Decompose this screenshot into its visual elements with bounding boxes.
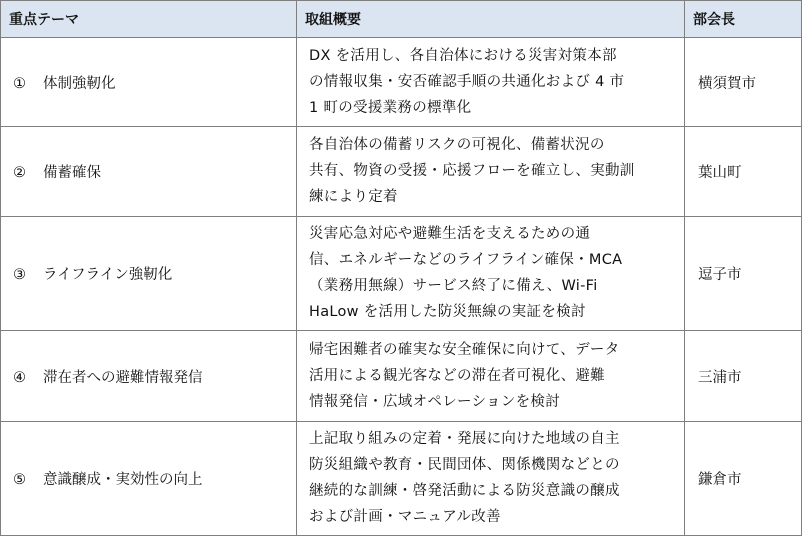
- summary-cell: [297, 331, 685, 422]
- lead-cell: 逗子市: [685, 217, 802, 331]
- lead-cell: 横須賀市: [685, 38, 802, 127]
- summary-line: および計画・マニュアル改善: [309, 509, 501, 525]
- table-row: [1, 331, 802, 422]
- summary-line: 練により定着: [309, 189, 398, 205]
- summary-line: HaLow を活用した防災無線の実証を検討: [309, 304, 586, 320]
- theme-cell: [1, 422, 297, 536]
- summary-line: の情報収集・安否確認手順の共通化および 4 市: [309, 73, 625, 90]
- theme-label: 意識醸成・実効性の向上: [43, 472, 203, 488]
- summary-line: 信、エネルギーなどのライフライン確保・MCA: [309, 252, 623, 268]
- theme-cell: [1, 38, 297, 127]
- summary-cell: [297, 422, 685, 536]
- summary-line: 共有、物資の受援・応援フローを確立し、実動訓: [309, 163, 635, 179]
- table-row: [1, 422, 802, 536]
- summary-line: 各自治体の備蓄リスクの可視化、備蓄状況の: [309, 137, 605, 153]
- summary-line: 1 町の受援業務の標準化: [309, 99, 472, 116]
- summary-line: 継続的な訓練・啓発活動による防災意識の醸成: [309, 483, 620, 499]
- summary-line: 防災組織や教育・民間団体、関係機関などとの: [309, 457, 620, 473]
- theme-number: ③: [13, 267, 26, 283]
- lead-cell: 鎌倉市: [685, 422, 802, 536]
- theme-number: ⑤: [13, 472, 26, 488]
- theme-cell: [1, 331, 297, 422]
- lead-cell: 三浦市: [685, 331, 802, 422]
- header-summary: 取組概要: [297, 1, 685, 38]
- header-lead: 部会長: [685, 1, 802, 38]
- theme-label: 体制強靭化: [43, 75, 116, 92]
- summary-cell: [297, 127, 685, 217]
- theme-label: 滞在者への避難情報発信: [43, 369, 203, 386]
- table-header-row: [1, 1, 802, 38]
- summary-line: 災害応急対応や避難生活を支えるための通: [309, 226, 591, 242]
- table-row: [1, 127, 802, 217]
- summary-line: DX を活用し、各自治体における災害対策本部: [309, 47, 617, 64]
- header-theme: 重点テーマ: [1, 1, 297, 38]
- table-row: [1, 38, 802, 127]
- summary-line: 情報発信・広域オペレーションを検討: [309, 393, 561, 410]
- summary-line: 上記取り組みの定着・発展に向けた地域の自主: [309, 431, 620, 447]
- summary-cell: [297, 38, 685, 127]
- theme-number: ②: [13, 165, 26, 181]
- theme-number: ④: [13, 369, 26, 386]
- table-row: [1, 217, 802, 331]
- summary-line: 活用による観光客などの滞在者可視化、避難: [309, 367, 605, 384]
- theme-number: ①: [13, 75, 26, 92]
- theme-cell: [1, 127, 297, 217]
- summary-line: 帰宅困難者の確実な安全確保に向けて、データ: [309, 341, 620, 358]
- theme-cell: [1, 217, 297, 331]
- lead-cell: 葉山町: [685, 127, 802, 217]
- summary-cell: [297, 217, 685, 331]
- theme-label: 備蓄確保: [43, 165, 101, 181]
- summary-line: （業務用無線）サービス終了に備え、Wi-Fi: [309, 278, 598, 294]
- theme-label: ライフライン強靭化: [43, 267, 173, 283]
